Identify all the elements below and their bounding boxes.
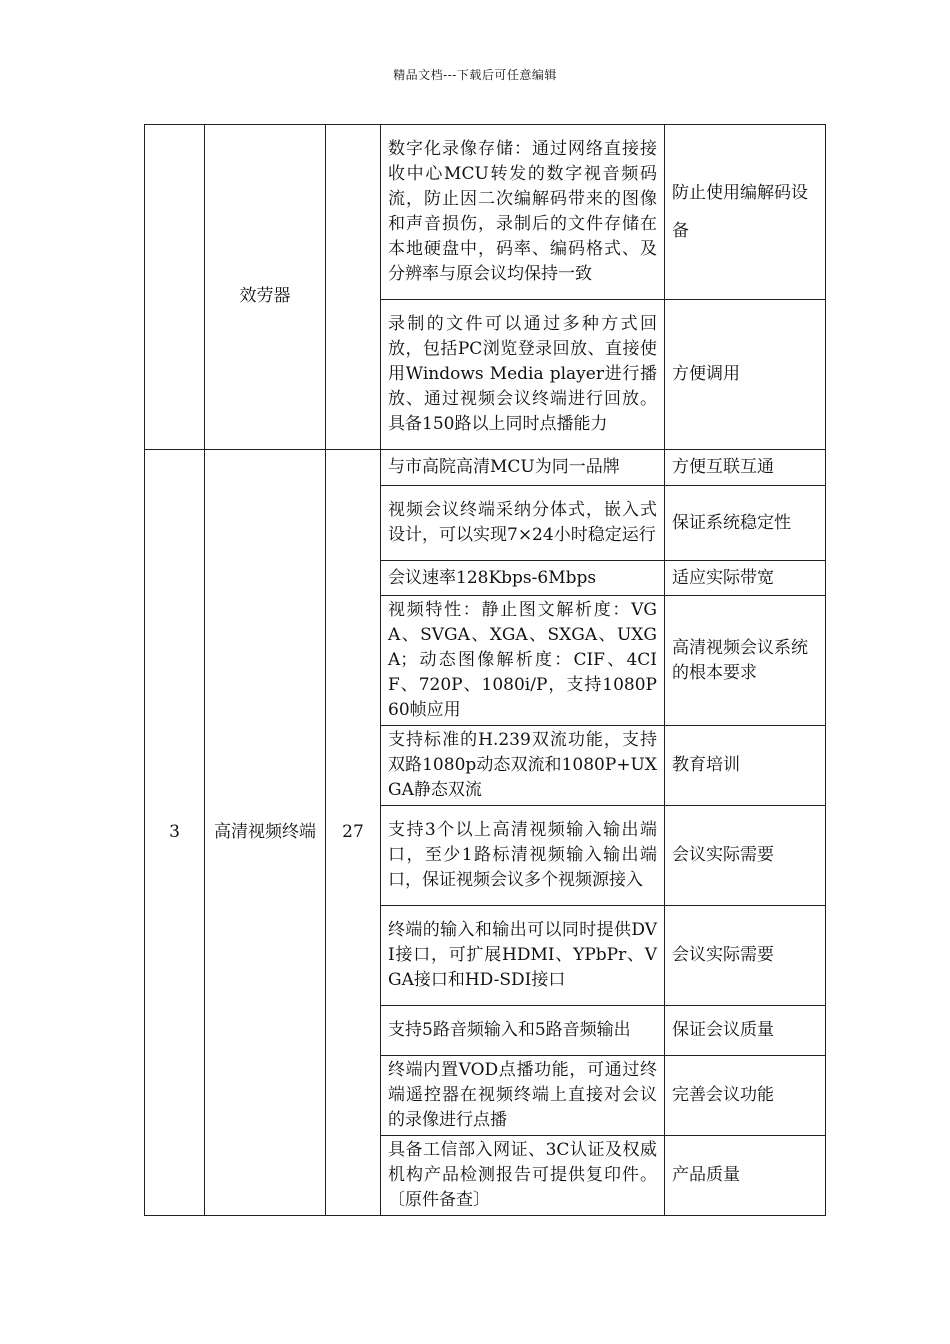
- spec-description-cell: 视频特性：静止图文解析度：VGA、SVGA、XGA、SXGA、UXGA；动态图像解析度：CIF、4CIF、720P、1080i/P，支持1080P 60帧应用: [381, 596, 665, 726]
- item-number-cell: [145, 125, 205, 450]
- spec-description-cell: 与市高院高清MCU为同一品牌: [381, 450, 665, 486]
- spec-reason-cell: 保证会议质量: [665, 1006, 826, 1056]
- spec-description-cell: 支持5路音频输入和5路音频输出: [381, 1006, 665, 1056]
- spec-reason-cell: 方便互联互通: [665, 450, 826, 486]
- spec-reason-cell: 产品质量: [665, 1136, 826, 1216]
- spec-reason-cell: 保证系统稳定性: [665, 486, 826, 561]
- spec-description-cell: 支持3个以上高清视频输入输出端口，至少1路标清视频输入输出端口，保证视频会议多个视频源接入: [381, 806, 665, 906]
- spec-description-cell: 支持标准的H.239双流功能，支持双路1080p动态双流和1080P+UXGA静态双流: [381, 726, 665, 806]
- spec-reason-cell: 完善会议功能: [665, 1056, 826, 1136]
- item-name-cell: 高清视频终端: [205, 450, 326, 1216]
- item-number-cell: 3: [145, 450, 205, 1216]
- spec-description-cell: 会议速率128Kbps-6Mbps: [381, 561, 665, 596]
- table-row: [145, 450, 826, 486]
- item-quantity-cell: 27: [326, 450, 381, 1216]
- spec-reason-cell: 适应实际带宽: [665, 561, 826, 596]
- item-quantity-cell: [326, 125, 381, 450]
- item-name-cell: 效劳器: [205, 125, 326, 450]
- spec-description-cell: 具备工信部入网证、3C认证及权威机构产品检测报告可提供复印件。〔原件备查〕: [381, 1136, 665, 1216]
- spec-reason-cell: 教育培训: [665, 726, 826, 806]
- spec-description-cell: 视频会议终端采纳分体式，嵌入式设计，可以实现7×24小时稳定运行: [381, 486, 665, 561]
- spec-reason-cell: 会议实际需要: [665, 806, 826, 906]
- spec-reason-cell: 会议实际需要: [665, 906, 826, 1006]
- spec-description-cell: 数字化录像存储：通过网络直接接收中心MCU转发的数字视音频码流，防止因二次编解码带来的图像和声音损伤，录制后的文件存储在本地硬盘中，码率、编码格式、及分辨率与原会议均保持一致: [381, 125, 665, 300]
- spec-reason-cell: 防止使用编解码设备: [665, 125, 826, 300]
- spec-reason-cell: 高清视频会议系统的根本要求: [665, 596, 826, 726]
- spec-reason-cell: 方便调用: [665, 300, 826, 450]
- table-row: [145, 125, 826, 300]
- spec-table: [144, 124, 826, 1216]
- spec-description-cell: 终端的输入和输出可以同时提供DVI接口，可扩展HDMI、YPbPr、VGA接口和HD-SDI接口: [381, 906, 665, 1006]
- spec-description-cell: 录制的文件可以通过多种方式回放，包括PC浏览登录回放、直接使用Windows Media player进行播放、通过视频会议终端进行回放。具备150路以上同时点播能力: [381, 300, 665, 450]
- spec-description-cell: 终端内置VOD点播功能，可通过终端遥控器在视频终端上直接对会议的录像进行点播: [381, 1056, 665, 1136]
- page-header: 精品文档---下载后可任意编辑: [393, 68, 557, 82]
